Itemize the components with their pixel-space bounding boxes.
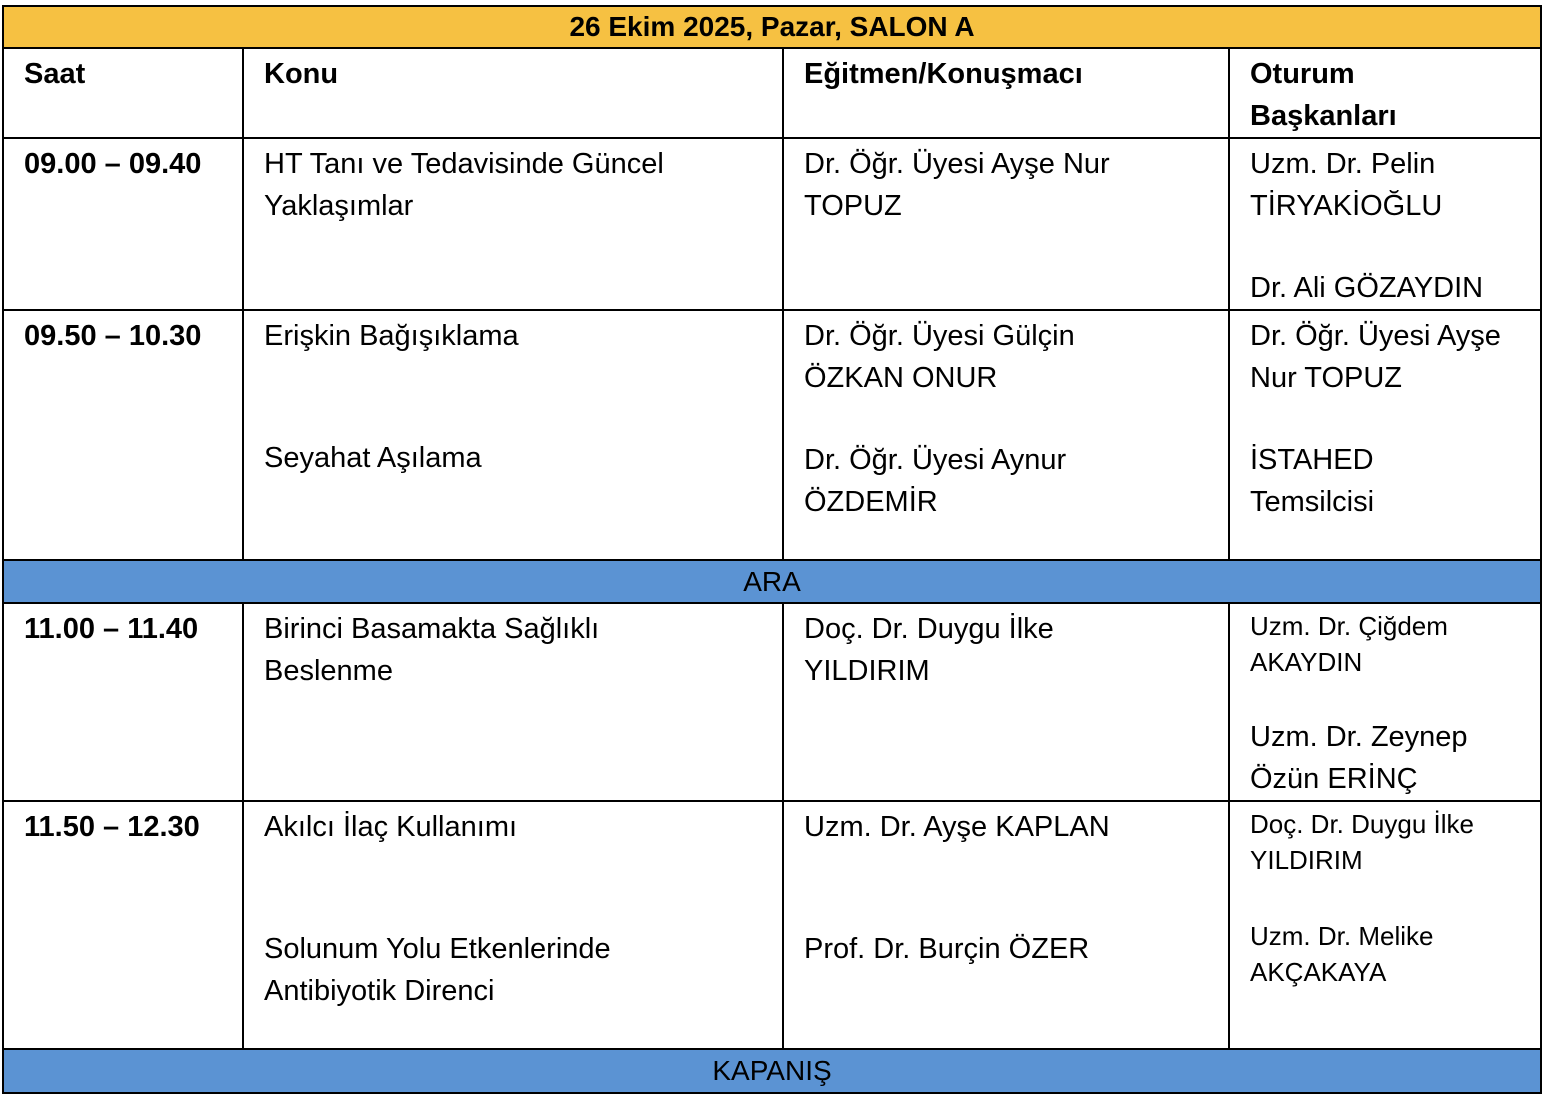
header-topic: Konu [264,58,339,90]
session-speaker: Uzm. Dr. Ayşe KAPLAN Prof. Dr. Burçin ÖZER [804,811,1110,965]
break-row-closing [3,1049,1541,1093]
session-topic: HT Tanı ve Tedavisinde Güncel Yaklaşımlar [264,148,664,222]
session-topic: Birinci Basamakta Sağlıklı Beslenme [264,613,600,687]
session-chairs: Dr. Öğr. Üyesi Ayşe Nur TOPUZ İSTAHED Temsilcisi [1250,320,1501,518]
session-chairs: Uzm. Dr. Çiğdem AKAYDIN Uzm. Dr. Zeynep Özün ERİNÇ [1250,611,1468,795]
break-label: ARA [3,560,1541,603]
break-row-ara [3,560,1541,603]
table-title: 26 Ekim 2025, Pazar, SALON A [3,6,1541,48]
header-speaker: Eğitmen/Konuşmacı [804,58,1083,90]
header-row [3,48,1541,138]
table-row [3,138,1541,310]
program-table [2,5,1540,1094]
closing-label: KAPANIŞ [3,1049,1541,1093]
header-chairs: Oturum Başkanları [1250,58,1397,132]
session-time: 09.00 – 09.40 [24,148,202,180]
session-speaker: Dr. Öğr. Üyesi Ayşe Nur TOPUZ [804,148,1110,222]
session-time: 11.00 – 11.40 [24,613,199,645]
session-topic: Akılcı İlaç Kullanımı Solunum Yolu Etkenlerinde Antibiyotik Direnci [264,811,611,1007]
session-topic: Erişkin Bağışıklama Seyahat Aşılama [264,320,519,474]
title-row [3,6,1541,48]
session-time: 09.50 – 10.30 [24,320,202,352]
session-speaker: Doç. Dr. Duygu İlke YILDIRIM [804,613,1054,687]
table-row [3,603,1541,801]
header-time: Saat [24,58,86,90]
session-speaker: Dr. Öğr. Üyesi Gülçin ÖZKAN ONUR Dr. Öğr. Üyesi Aynur ÖZDEMİR [804,320,1075,518]
session-chairs: Doç. Dr. Duygu İlke YILDIRIM Uzm. Dr. Melike AKÇAKAYA [1250,809,1474,987]
table-row [3,801,1541,1049]
table-row [3,310,1541,560]
session-time: 11.50 – 12.30 [24,811,200,843]
session-chairs: Uzm. Dr. Pelin TİRYAKİOĞLU Dr. Ali GÖZAYDIN [1250,148,1484,304]
